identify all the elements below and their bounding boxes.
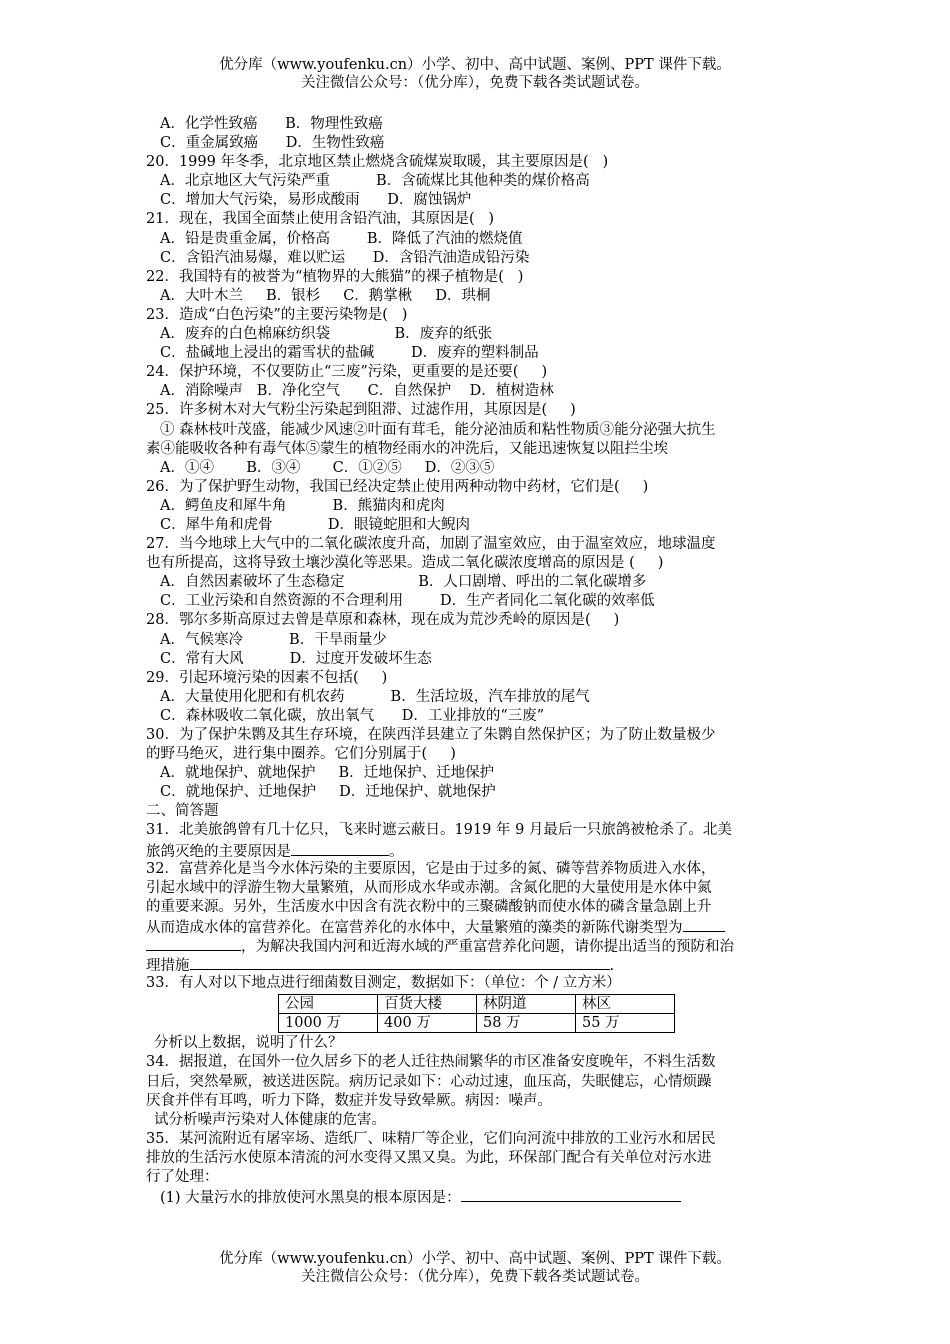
table-cell: 400 万 [378, 1014, 477, 1033]
footer-line-2: 关注微信公众号：（优分库），免费下载各类试题试卷。 [301, 1269, 649, 1285]
q32-line-6 [146, 955, 816, 974]
q26-options-1: A．鳄鱼皮和犀牛角 B．熊猫肉和虎肉 [160, 497, 445, 514]
q25-stem: 25．许多树木对大气粉尘污染起到阻滞、过滤作用，其原因是( ) [146, 402, 576, 419]
q25-statement-1: ① 森林枝叶茂盛，能减少风速②叶面有茸毛，能分泌油质和粘性物质③能分泌强大抗生 [160, 421, 716, 438]
q35-line-1: 35．某河流附近有屠宰场、造纸厂、味精厂等企业，它们向河流中排放的工业污水和居民 [146, 1130, 716, 1147]
q25-statement-2: 素④能吸收各种有毒气体⑤蒙生的植物经雨水的冲洗后，又能迅速恢复以阻拦尘埃 [146, 440, 668, 457]
q28-options-1: A．气候寒冷 B．干旱雨量少 [160, 631, 387, 648]
q23-stem: 23．造成“白色污染”的主要污染物是( ) [146, 306, 408, 323]
q22-options-1: A．大叶木兰 B．银杉 C．鹅掌楸 D．珙桐 [160, 287, 491, 304]
q19-options-1: A．化学性致癌 B．物理性致癌 [160, 116, 383, 132]
q32-answer-blank-1a[interactable] [683, 917, 725, 932]
header-line-2: 关注微信公众号：（优分库），免费下载各类试题试卷。 [301, 75, 649, 91]
q34-ask: 试分析噪声污染对人体健康的危害。 [154, 1111, 386, 1128]
q30-options-2: C．就地保护、迁地保护 D．迁地保护、就地保护 [160, 784, 496, 801]
table-cell: 1000 万 [279, 1014, 378, 1033]
q19-options-2: C．重金属致癌 D．生物性致癌 [160, 135, 385, 152]
q35-sub-1 [146, 1187, 816, 1206]
q24-stem: 24．保护环境，不仅要防止“三废”污染，更重要的是还要( ) [146, 364, 548, 381]
q34-line-1: 34．据报道，在国外一位久居乡下的老人迁往热闹繁华的市区准备安度晚年，不料生活数 [146, 1054, 716, 1071]
q25-options-1: A．①④ B．③④ C．①②⑤ D．②③⑤ [160, 459, 495, 476]
q32-line-3: 的重要来源。另外，生活废水中因含有洗衣粉中的三聚磷酸钠而使水体的磷含量急剧上升 [146, 898, 712, 915]
table-header-cell: 林阴道 [477, 995, 576, 1014]
q35-sub-1-text: (1) 大量污水的排放使河水黑臭的根本原因是： [160, 1190, 461, 1207]
page-footer [0, 1250, 950, 1286]
q32-text-6: 理措施 [146, 958, 190, 975]
section-heading: 二、简答题 [146, 803, 219, 820]
q22-stem: 22．我国特有的被誉为“植物界的大熊猫”的裸子植物是( ) [146, 268, 524, 285]
q32-line-2: 引起水域中的浮游生物大量繁殖，从而形成水华或赤潮。含氮化肥的大量使用是水体中氮 [146, 879, 712, 896]
table-cell: 55 万 [576, 1014, 675, 1033]
bacteria-count-table [278, 994, 675, 1033]
q29-stem: 29．引起环境污染的因素不包括( ) [146, 669, 388, 686]
q32-text-4: 从而造成水体的富营养化。在富营养化的水体中，大量繁殖的藻类的新陈代谢类型为 [146, 919, 683, 936]
q27-options-2: C．工业污染和自然资源的不合理利用 D．生产者同化二氧化碳的效率低 [160, 593, 655, 610]
q29-options-2: C．森林吸收二氧化碳，放出氧气 D．工业排放的“三废” [160, 707, 545, 724]
table-cell: 58 万 [477, 1014, 576, 1033]
q23-options-1: A．废弃的白色棉麻纺织袋 B．废弃的纸张 [160, 326, 493, 343]
page-header [0, 56, 950, 92]
q32-line-5 [146, 936, 816, 955]
q35-answer-blank-1[interactable] [461, 1187, 681, 1202]
table-header-cell: 公园 [279, 995, 378, 1014]
q35-line-2: 排放的生活污水使原本清流的河水变得又黑又臭。为此，环保部门配合有关单位对污水进 [146, 1149, 712, 1166]
q20-stem: 20．1999 年冬季，北京地区禁止燃烧含硫煤炭取暖，其主要原因是( ) [146, 154, 609, 171]
table-row [279, 1014, 675, 1033]
q31-text: 旅鸽灭绝的主要原因是 [146, 843, 291, 860]
q26-stem: 26．为了保护野生动物，我国已经决定禁止使用两种动物中药材，它们是( ) [146, 478, 649, 495]
table-header-cell: 林区 [576, 995, 675, 1014]
exam-body [146, 115, 816, 1206]
q32-line-4 [146, 917, 816, 936]
q32-answer-blank-1b[interactable] [146, 936, 241, 951]
q32-answer-blank-2[interactable] [190, 955, 610, 970]
q32-line-1: 32．富营养化是当今水体污染的主要原因，它是由于过多的氮、磷等营养物质进入水体， [146, 860, 716, 877]
q29-options-1: A．大量使用化肥和有机农药 B．生活垃圾，汽车排放的尾气 [160, 688, 590, 705]
table-header-cell: 百货大楼 [378, 995, 477, 1014]
q33-ask: 分析以上数据，说明了什么？ [154, 1035, 343, 1052]
q32-end: . [609, 958, 615, 975]
footer-line-1: 优分库（www.youfenku.cn）小学、初中、高中试题、案例、PPT 课件下载。 [219, 1251, 731, 1267]
q21-options-2: C．含铅汽油易爆，难以贮运 D．含铅汽油造成铅污染 [160, 249, 530, 266]
q30-stem-1: 30．为了保护朱鹮及其生存环境，在陕西洋县建立了朱鹮自然保护区；为了防止数量极少 [146, 727, 716, 743]
q27-options-1: A．自然因素破坏了生态稳定 B．人口剧增、呼出的二氧化碳增多 [160, 574, 647, 591]
q26-options-2: C．犀牛角和虎骨 D．眼镜蛇胆和大鲵肉 [160, 516, 471, 533]
q21-stem: 21．现在，我国全面禁止使用含铅汽油，其原因是( ) [146, 211, 495, 228]
q27-stem-2: 也有所提高，这将导致土壤沙漠化等恶果。造成二氧化碳浓度增高的原因是 ( ) [146, 555, 664, 572]
q28-stem: 28．鄂尔多斯高原过去曾是草原和森林，现在成为荒沙秃岭的原因是( ) [146, 612, 620, 629]
q27-stem-1: 27．当今地球上大气中的二氧化碳浓度升高，加剧了温室效应，由于温室效应，地球温度 [146, 536, 716, 553]
q32-text-5: ，为解决我国内河和近海水域的严重富营养化问题，请你提出适当的预防和治 [241, 939, 734, 956]
q33-stem: 33．有人对以下地点进行细菌数目测定，数据如下：（单位：个 / 立方米） [146, 975, 621, 992]
q34-line-3: 厌食并伴有耳鸣，听力下降，数症并发导致晕厥。病因：噪声。 [146, 1092, 552, 1109]
q31-line-1: 31．北美旅鸽曾有几十亿只，飞来时遮云蔽日。1919 年 9 月最后一只旅鸽被枪杀了。北美 [146, 822, 732, 839]
q28-options-2: C．常有大风 D．过度开发破坏生态 [160, 650, 432, 667]
q31-answer-blank[interactable] [291, 841, 389, 856]
q20-options-2: C．增加大气污染，易形成酸雨 D．腐蚀锅炉 [160, 192, 472, 209]
q35-line-3: 行了处理： [146, 1168, 219, 1185]
q30-options-1: A．就地保护、就地保护 B．迁地保护、迁地保护 [160, 765, 495, 782]
q21-options-1: A．铅是贵重金属，价格高 B．降低了汽油的燃烧值 [160, 230, 523, 247]
q31-line-2 [146, 841, 816, 860]
q20-options-1: A．北京地区大气污染严重 B．含硫煤比其他种类的煤价格高 [160, 173, 590, 190]
q23-options-2: C．盐碱地上浸出的霜雪状的盐碱 D．废弃的塑料制品 [160, 345, 539, 362]
q30-stem-2: 的野马绝灭，进行集中圈养。它们分别属于( ) [146, 746, 456, 763]
table-header-row [279, 995, 675, 1014]
q34-line-2: 日后，突然晕厥，被送进医院。病历记录如下：心动过速，血压高，失眠健忘，心情烦躁 [146, 1073, 712, 1090]
q24-options-1: A．消除噪声 B．净化空气 C．自然保护 D．植树造林 [160, 383, 554, 400]
q31-end: 。 [389, 843, 404, 860]
header-line-1: 优分库（www.youfenku.cn）小学、初中、高中试题、案例、PPT 课件下载。 [219, 57, 731, 73]
